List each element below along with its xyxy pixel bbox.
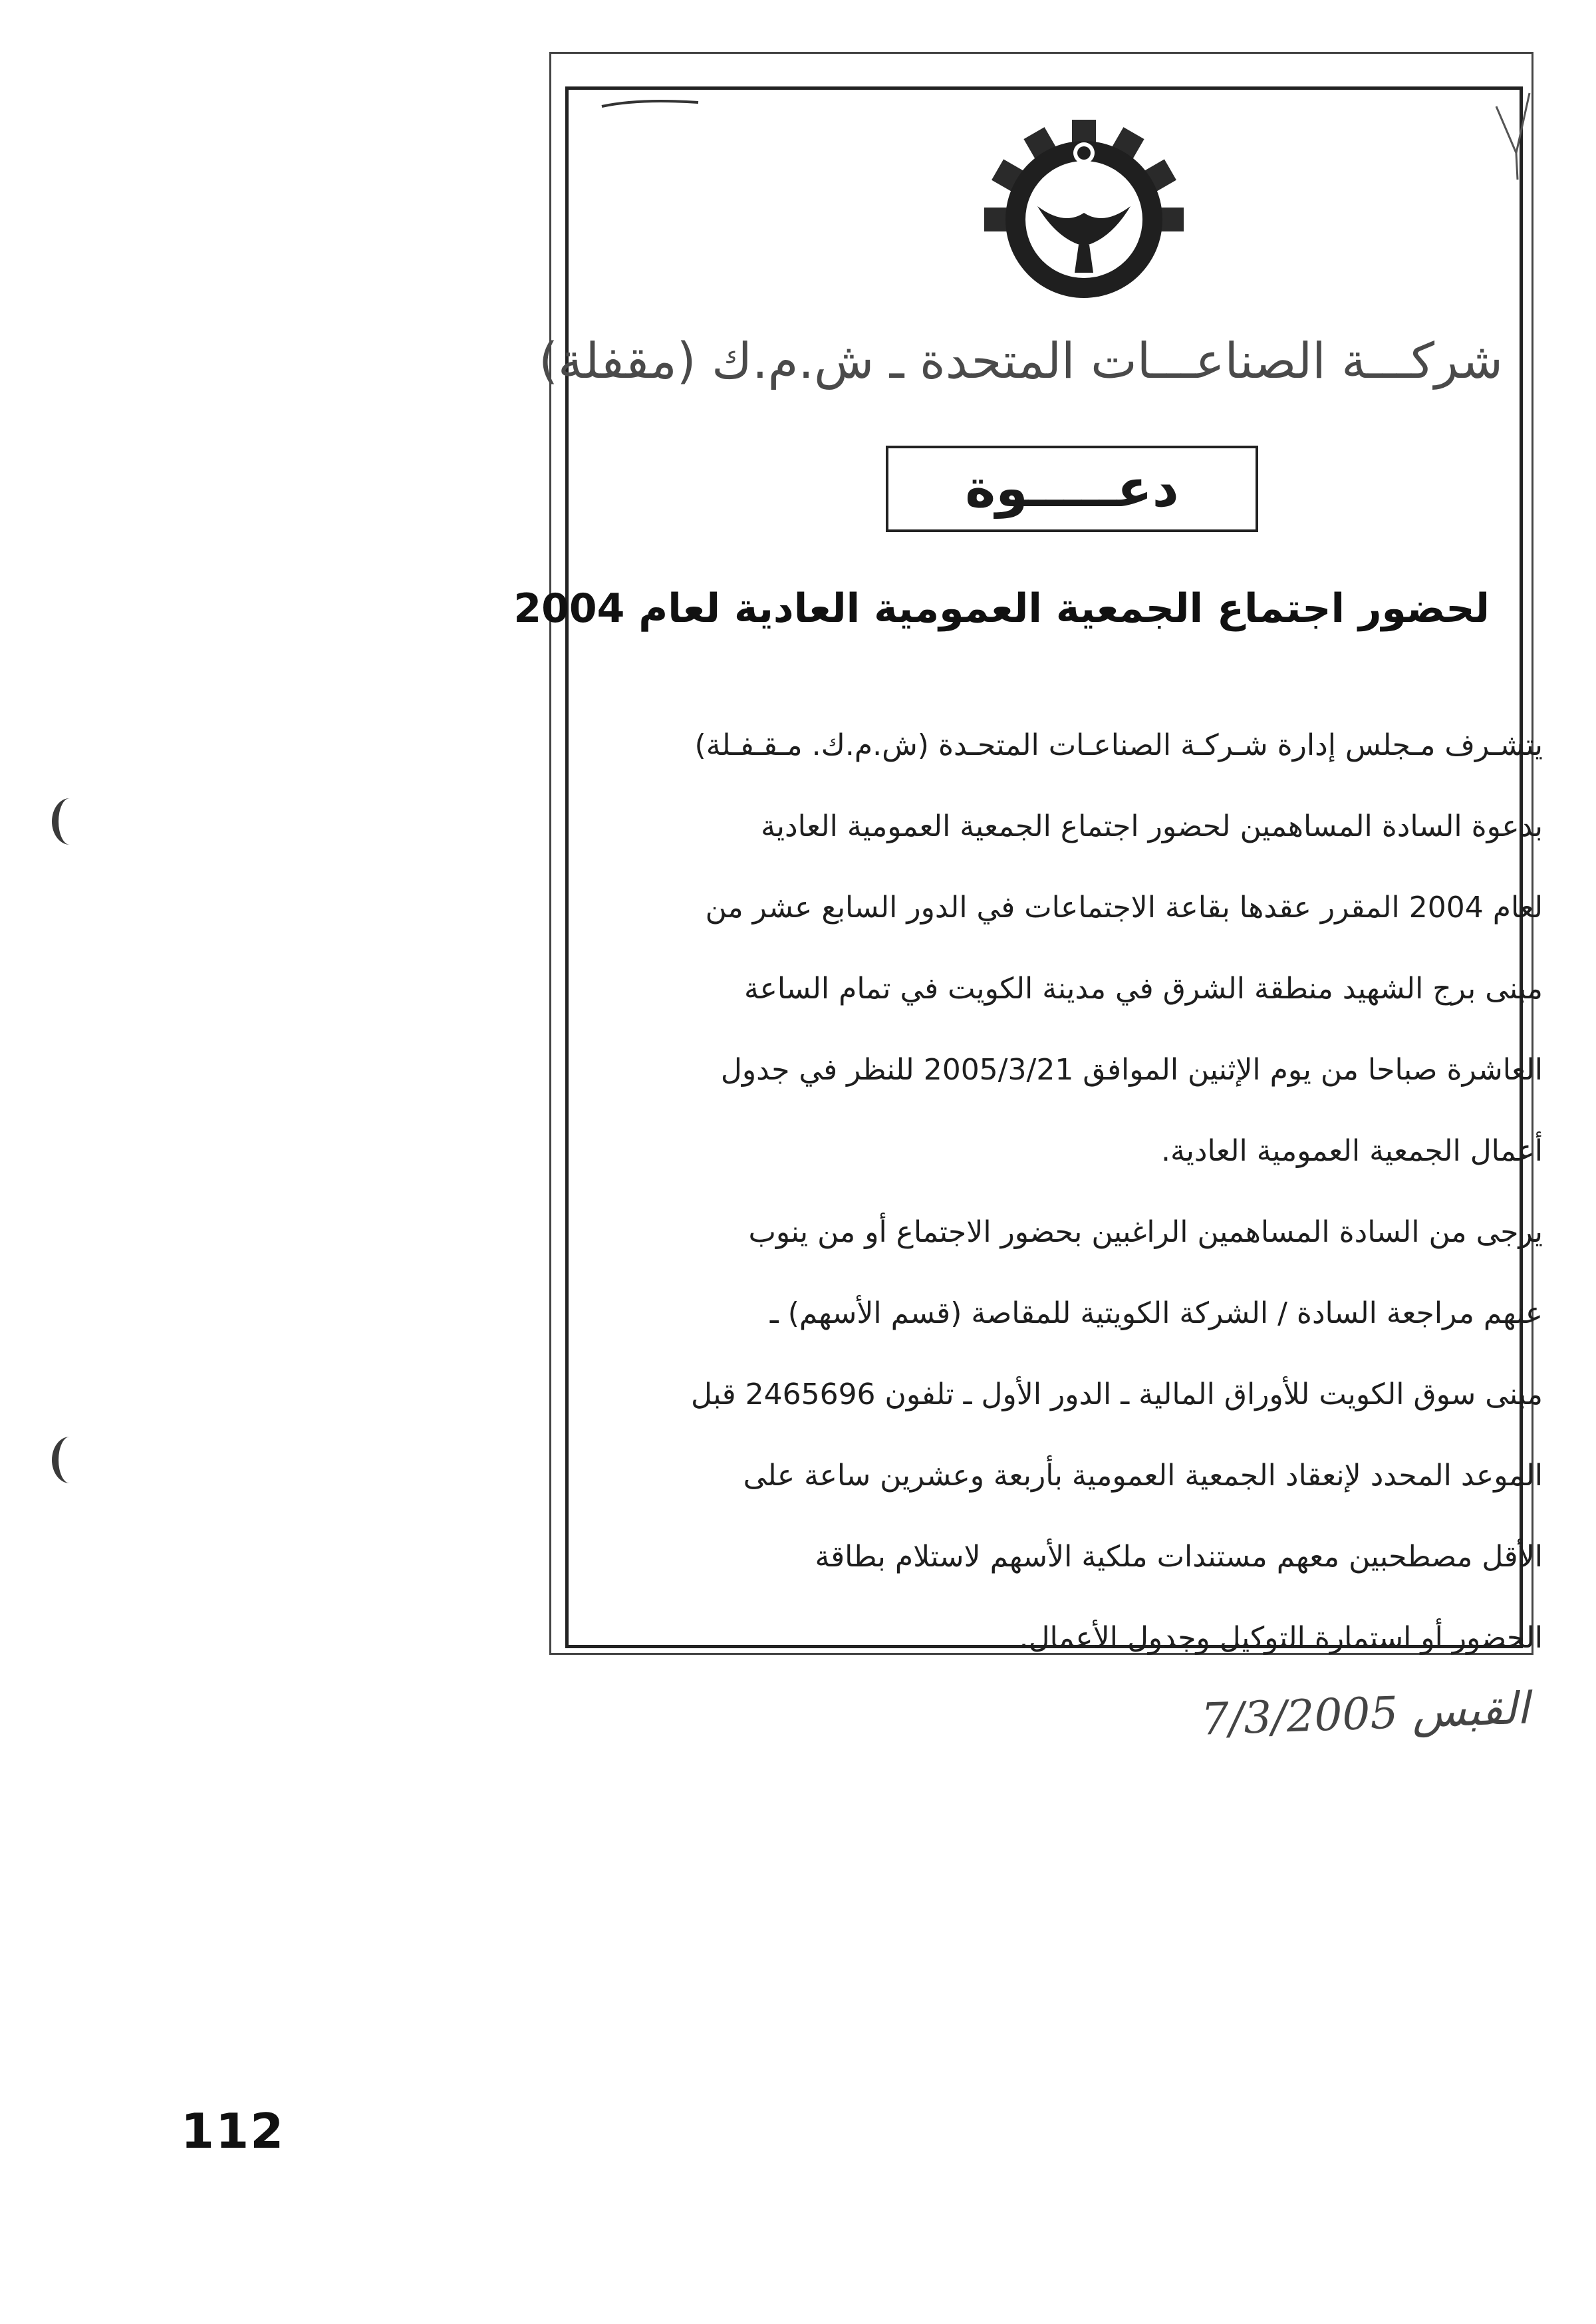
company-name: شركـــة الصناعـــات المتحدة ـ ش.م.ك (مقفلة) (539, 333, 1503, 390)
body-line: الموعد المحدد لإنعقاد الجمعية العمومية بأربعة وعشرين ساعة على (743, 1459, 1543, 1493)
body-line: عنهم مراجعة السادة / الشركة الكويتية للمقاصة (قسم الأسهم) ـ (769, 1296, 1543, 1330)
invitation-body (598, 705, 1543, 1679)
body-line: يتشـرف مـجلس إدارة شـركـة الصناعـات المتحـدة (ش.م.ك. مـقـفـلة) (694, 728, 1543, 762)
body-line: أعمال الجمعية العمومية العادية. (1161, 1134, 1543, 1168)
invitation-headline: لحضور اجتماع الجمعية العمومية العادية لعام 2004 (513, 585, 1490, 632)
pen-mark-left (598, 93, 705, 113)
body-line: الأقل مصطحبين معهم مستندات ملكية الأسهم لاستلام بطاقة (815, 1540, 1543, 1574)
body-line: بدعوة السادة المساهمين لحضور اجتماع الجمعية العمومية العادية (761, 809, 1543, 843)
body-line: لعام 2004 المقرر عقدها بقاعة الاجتماعات في الدور السابع عشر من (705, 891, 1543, 925)
body-line: مبنى سوق الكويت للأوراق المالية ـ الدور الأول ـ تلفون 2465696 قبل (690, 1378, 1543, 1411)
invitation-label-box (886, 446, 1258, 532)
handwritten-source-date: القبس 7/3/2005 (1200, 1682, 1530, 1745)
invitation-label: دعـــــوة (965, 459, 1179, 519)
page-number: 112 (181, 2103, 285, 2159)
binder-hole-bottom (52, 1437, 88, 1483)
company-gear-logo (984, 120, 1184, 319)
body-line: مبنى برج الشهيد منطقة الشرق في مدينة الكويت في تمام الساعة (744, 972, 1543, 1006)
body-line: يرجى من السادة المساهمين الراغبين بحضور الاجتماع أو من ينوب (748, 1215, 1543, 1249)
body-line: الحضور أو استمارة التوكيل وجدول الأعمال. (1019, 1621, 1543, 1655)
pen-mark-right (1490, 80, 1543, 186)
binder-hole-top (52, 798, 88, 845)
body-line: العاشرة صباحا من يوم الإثنين الموافق 2005/3/21 للنظر في جدول (720, 1053, 1543, 1087)
